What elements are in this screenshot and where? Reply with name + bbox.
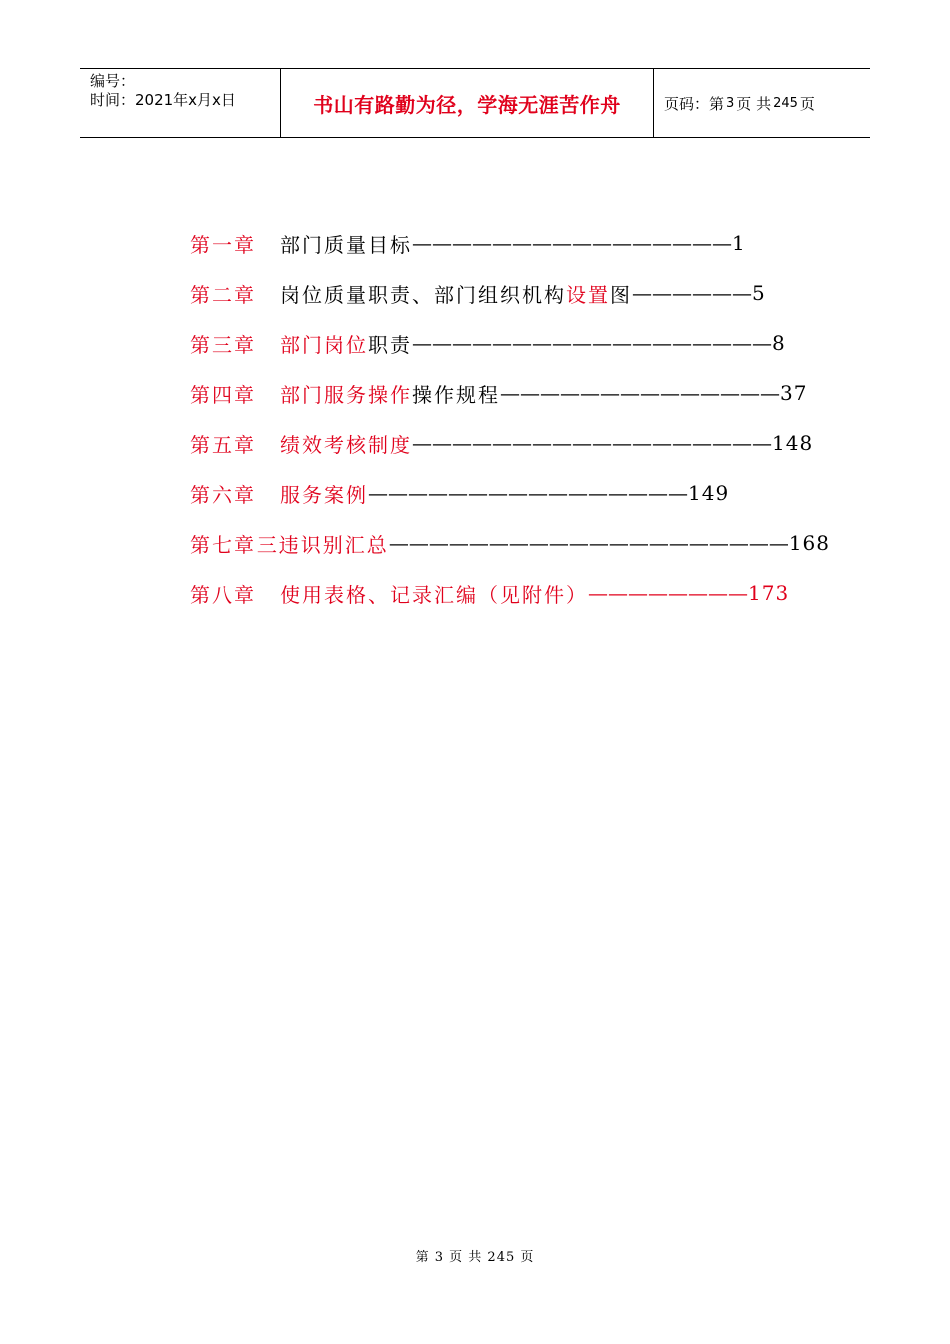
toc-entry[interactable] <box>190 268 830 318</box>
toc-entry[interactable] <box>190 318 830 368</box>
toc-leader: ———————————————— <box>412 231 732 255</box>
toc-title-segment: 绩效考核制度 <box>280 432 412 457</box>
toc-chapter-title <box>280 379 500 408</box>
toc-entry[interactable] <box>190 418 830 468</box>
toc-entry[interactable] <box>190 568 830 618</box>
header-motto: 书山有路勤为径，学海无涯苦作舟 <box>281 69 654 137</box>
toc-leader: ———————— <box>588 581 748 605</box>
toc-page-number: 148 <box>772 431 814 455</box>
toc-leader: ———————————————— <box>368 481 688 505</box>
toc-chapter-title <box>280 229 412 258</box>
toc-page-number: 8 <box>772 331 786 355</box>
page-prefix: 页码：第 <box>664 94 725 113</box>
page-suffix: 页 <box>799 94 815 113</box>
toc-chapter-number: 第六章 <box>190 482 256 507</box>
toc-title-segment: 岗位质量职责、部门组织机构 <box>280 282 566 307</box>
toc-title-segment: 设置 <box>566 282 610 307</box>
toc-page-number: 37 <box>780 381 808 405</box>
toc-chapter-number: 第三章 <box>190 332 256 357</box>
toc-title-segment: 图 <box>610 282 632 307</box>
toc-chapter-number: 第四章 <box>190 382 256 407</box>
toc-title-segment: 部门质量目标 <box>280 232 412 257</box>
toc-entry[interactable] <box>190 368 830 418</box>
page-footer: 第 3 页 共 245 页 <box>415 1250 535 1265</box>
toc-chapter-number: 第八章 <box>190 582 256 607</box>
table-of-contents <box>190 218 830 618</box>
toc-chapter-title <box>280 279 632 308</box>
toc-chapter-title <box>280 329 412 358</box>
toc-chapter-title <box>280 579 588 608</box>
toc-page-number: 168 <box>788 531 830 555</box>
toc-title-segment: 操作规程 <box>412 382 500 407</box>
toc-page-number: 5 <box>752 281 766 305</box>
toc-page-number: 1 <box>732 231 746 255</box>
page-total: 245 <box>773 95 798 111</box>
header-meta <box>80 69 281 137</box>
toc-page-number: 173 <box>748 581 790 605</box>
toc-chapter-number: 第五章 <box>190 432 256 457</box>
toc-leader: —————————————————— <box>412 331 772 355</box>
toc-entry[interactable] <box>190 218 830 268</box>
page-header <box>80 68 870 138</box>
page-current: 3 <box>726 95 735 111</box>
doc-number-label: 编号： <box>90 72 136 90</box>
toc-page-number: 149 <box>688 481 730 505</box>
toc-leader: —————— <box>632 281 752 305</box>
toc-title-segment: 使用表格、记录汇编（见附件） <box>280 582 588 607</box>
toc-leader: —————————————— <box>500 381 780 405</box>
toc-title-segment: 部门岗位 <box>280 332 368 357</box>
toc-chapter-number: 第一章 <box>190 232 256 257</box>
toc-entry[interactable] <box>190 518 830 568</box>
toc-leader: ———————————————————— <box>388 531 789 555</box>
toc-title-segment: 部门服务操作 <box>280 382 412 407</box>
header-page-info <box>654 69 870 137</box>
page-mid: 页 共 <box>736 94 772 113</box>
toc-entry[interactable] <box>190 468 830 518</box>
toc-title-segment: 职责 <box>368 332 412 357</box>
toc-leader: —————————————————— <box>412 431 772 455</box>
doc-date-label: 时间：2021年x月x日 <box>90 91 236 109</box>
toc-title-segment: 服务案例 <box>280 482 368 507</box>
toc-chapter-title <box>280 479 368 508</box>
toc-title-segment: 三违识别汇总 <box>256 532 389 557</box>
toc-chapter-title <box>280 429 412 458</box>
toc-chapter-number: 第七章 <box>190 532 256 557</box>
toc-chapter-title <box>257 529 389 558</box>
toc-chapter-number: 第二章 <box>190 282 256 307</box>
